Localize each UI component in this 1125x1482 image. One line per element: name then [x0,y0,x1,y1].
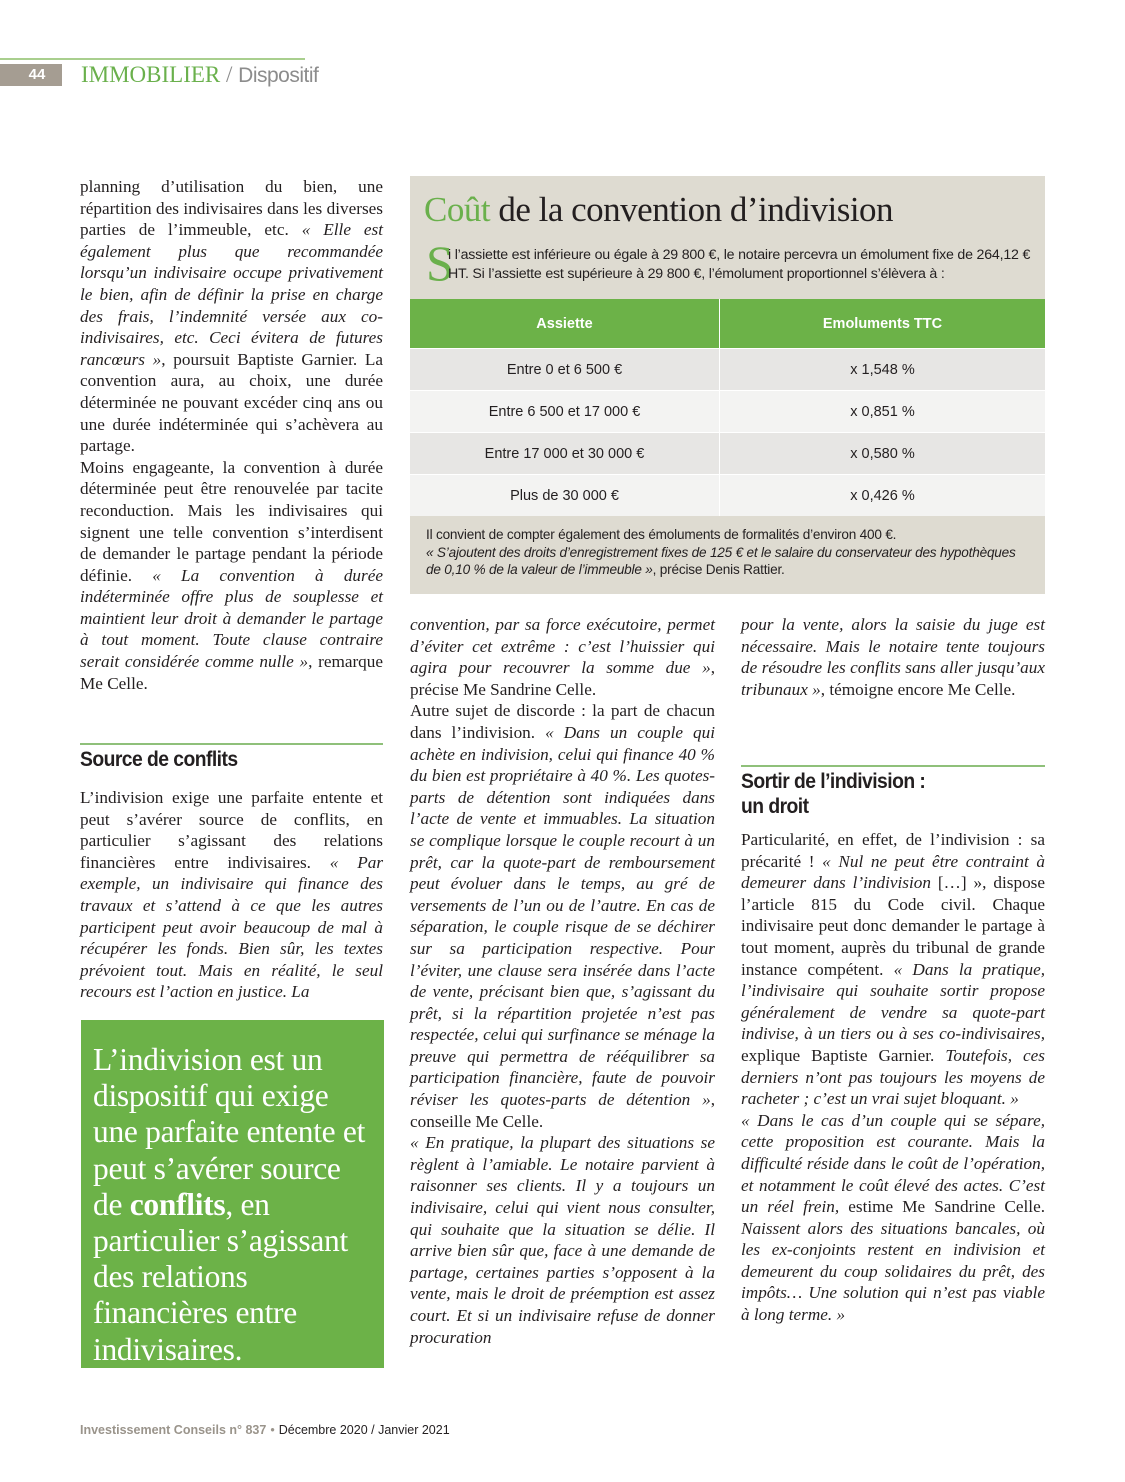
box-title [424,188,893,232]
section-separator: / [220,62,239,87]
heading-source-de-conflits: Source de conflits [80,748,238,771]
cost-box [410,176,1045,594]
section-subtitle: Dispositif [238,64,319,87]
table-row [410,349,1045,391]
paragraph [741,829,1045,1110]
text-run: , remarque Me Celle. [80,652,383,693]
cell-emoluments: x 0,851 % [720,391,1046,433]
issue-date: Décembre 2020 / Janvier 2021 [278,1423,450,1437]
article-column-3 [741,614,1045,700]
table-header-row [410,299,1045,349]
paragraph [80,176,383,457]
paragraph [741,614,1045,700]
column-3-body-2 [741,829,1045,1326]
pull-quote-text-2: , en particulier s’agissant des relations financières entre indivisaires. [93,1186,348,1367]
text-run: L’indivision exige une parfaite entente et peut s’avérer source de conflits, en particulier s’agissant des relations financières entre indivisaires. [80,788,383,872]
paragraph [410,1132,715,1348]
text-run: , témoigne encore Me Celle. [820,679,1016,699]
heading-sortir-indivision [741,769,925,819]
quote-run: Toutefois, ces derniers n’ont pas toujours les moyens de racheter ; c’est un vrai sujet bloquant. » [741,1045,1045,1109]
box-note-quote: « S’ajoutent des droits d’enregistrement fixes de 125 € et le salaire du conservateur des hypothèques de 0,10 % de la valeur de l’immeuble » [426,544,1016,577]
paragraph [410,614,715,700]
cell-emoluments: x 0,426 % [720,475,1046,517]
table-row [410,475,1045,517]
pull-quote [81,1020,384,1368]
text-run: Autre sujet de discorde : la part de chacun dans l’indivision. [410,701,715,742]
fees-table [410,299,1045,516]
page-number: 44 [28,66,46,83]
text-run: planning d’utilisation du bien, une répartition des indivisaires dans les diverses parties de l’immeuble, etc. [80,177,383,240]
paragraph [741,1110,1045,1326]
paragraph [80,787,383,1003]
footer-bullet: • [270,1423,275,1437]
box-note-line: Il convient de compter également des émoluments de formalités d’environ 400 €. [426,527,897,542]
box-note [426,526,1031,579]
heading-line-1: Sortir de l’indivision : [741,770,926,793]
paragraph [80,457,383,695]
quote-run: pour la vente, alors la saisie du juge est nécessaire. Mais le notaire tente toujours de résoudre les conflits sans aller jusqu’aux tribunaux » [741,615,1045,699]
quote-run: Naissent alors des situations bancales, où les ex-conjoints restent en indivision et demeurent du coup solidaires du prêt, des impôts… Une solution qui n’est pas viable à long terme. » [741,1218,1045,1325]
column-1-body-2 [80,787,383,1003]
cell-assiette: Plus de 30 000 € [410,475,720,517]
quote-run: « Par exemple, un indivisaire qui finance des travaux et s’attend à ce que les autres participent peut avoir beaucoup de mal à récupérer les fonds. Bien sûr, les textes prévoient tout. Mais en réalité, le seul recours est l’action en justice. La [80,852,384,1002]
column-header-assiette: Assiette [410,299,720,349]
paragraph [410,700,715,1132]
quote-run: « En pratique, la plupart des situations se règlent à l’amiable. Le notaire parvient à raisonner ses clients. Il y a toujours un indivisaire, celui qui vient nous consulter, qui souhaite que la situation se délie. Il arrive bien sûr que, face à une demande de partage, certaines parties s’opposent à la vente, mais le droit de préemption est assez court. Et si un indivisaire refuse de donner procuration [410,1133,715,1347]
column-2-body [410,614,715,1348]
quote-run: « La convention à durée indéterminée offre plus de souplesse et maintient leur droit à demander le partage à tout moment. Toute clause contraire serait considérée comme nulle » [80,565,383,672]
quote-run: convention, par sa force exécutoire, permet d’éviter cet extrême : c’est l’huissier qui agira pour recouvrer la somme due » [410,615,715,678]
column-1-body [80,176,383,694]
table-row [410,433,1045,475]
quote-run: « Elle est également plus que recommandée lorsqu’un indivisaire occupe privativement le bien, afin de définir la prise en charge des frais, l’indemnité versée aux co-indivisaires, etc. Ceci évitera de futures rancœurs » [80,220,383,369]
article-column-2 [410,614,715,1348]
pull-quote-text-1: L’indivision est un dispositif qui exige une parfaite entente et peut s’avérer source de [93,1042,366,1222]
quote-run: « Dans un couple qui achète en indivision, celui qui finance 40 % du bien est propriétaire à 40 %. Les quotes-parts de détention sont indiquées dans l’acte de vente et immuables. La situation se complique lorsque le couple recourt à un prêt, car la quote-part de remboursement peut évoluer dans le temps, au gré de versements de l’un ou de l’autre. En cas de séparation, le couple risque de se déchirer sur sa participation respective. Pour l’éviter, une clause sera insérée dans l’acte de vente, précisant bien que, s’agissant du prêt, si la répartition projetée n’est pas respectée, celui qui surfinance se ménage la preuve qui permettra de rééquilibrer sa participation financière, faute de pouvoir réviser les quotes-parts de détention » [410,722,715,1110]
box-note-attribution: , précise Denis Rattier. [652,562,785,577]
box-title-accent: Coût [424,190,491,229]
article-column-3-continued [741,829,1045,1326]
quote-run: « Nul ne peut être contraint à demeurer dans l’indivision [741,851,1045,893]
text-run: Moins engageante, la convention à durée déterminée peut être renouvelée par tacite reconduction. Mais les indivisaires qui signent une telle convention s’interdisent de demander le partage pendant la période définie. [80,457,383,585]
article-column-1 [80,176,383,694]
drop-cap: S [426,235,454,291]
cell-assiette: Entre 17 000 et 30 000 € [410,433,720,475]
section-header [81,60,318,91]
heading-line-2: un droit [741,795,809,818]
page-number-tab [0,64,62,86]
heading-rule [741,765,1045,767]
table-row [410,391,1045,433]
box-intro: i l’assiette est inférieure ou égale à 29 800 €, le notaire percevra un émolument fixe de 264,12 € HT. Si l’assiette est supérieure à 29 800 €, l’émolument proportionnel s’élèvera à : [448,247,1031,282]
heading-rule [80,743,383,745]
section-title: IMMOBILIER [81,62,221,87]
footer [80,1423,450,1437]
quote-run: « Dans la pratique, l’indivisaire qui souhaite sortir propose généralement de vendre sa quote-part indivise, à un tiers ou à ses co-indivisaires, [741,959,1046,1044]
box-title-rest: de la convention d’indivision [490,190,894,229]
cell-assiette: Entre 6 500 et 17 000 € [410,391,720,433]
quote-run: « Dans le cas d’un couple qui se sépare, cette proposition est courante. Mais la difficulté réside dans le coût de l’opération, et notamment le coût élevé des actes. C’est un réel frein, [741,1110,1045,1217]
text-run: estime Me Sandrine Celle. [839,1197,1045,1217]
column-header-emoluments: Emoluments TTC [720,299,1046,349]
cell-emoluments: x 1,548 % [720,349,1046,391]
text-run: Particularité, en effet, de l’indivision : sa précarité ! [741,830,1045,871]
box-note-quote-paragraph [426,544,1031,579]
column-3-body [741,614,1045,700]
text-run: […] », dispose l’article 815 du Code civil. Chaque indivisaire peut donc demander le partage à tout moment, auprès du tribunal de grande instance compétent. [741,873,1045,979]
text-run: , conseille Me Celle. [410,1090,715,1131]
magazine-issue: Investissement Conseils n° 837 [80,1423,267,1437]
text-run: , poursuit Baptiste Garnier. La convention aura, au choix, une durée déterminée ne pouvant excéder cinq ans ou une durée indéterminée qui s’achèvera au partage. [80,349,383,456]
cell-assiette: Entre 0 et 6 500 € [410,349,720,391]
cell-emoluments: x 0,580 % [720,433,1046,475]
pull-quote-emphasis: conflits [129,1186,226,1222]
text-run: explique Baptiste Garnier. [741,1045,946,1065]
text-run: , précise Me Sandrine Celle. [410,658,715,699]
article-column-1-continued [80,787,383,1003]
